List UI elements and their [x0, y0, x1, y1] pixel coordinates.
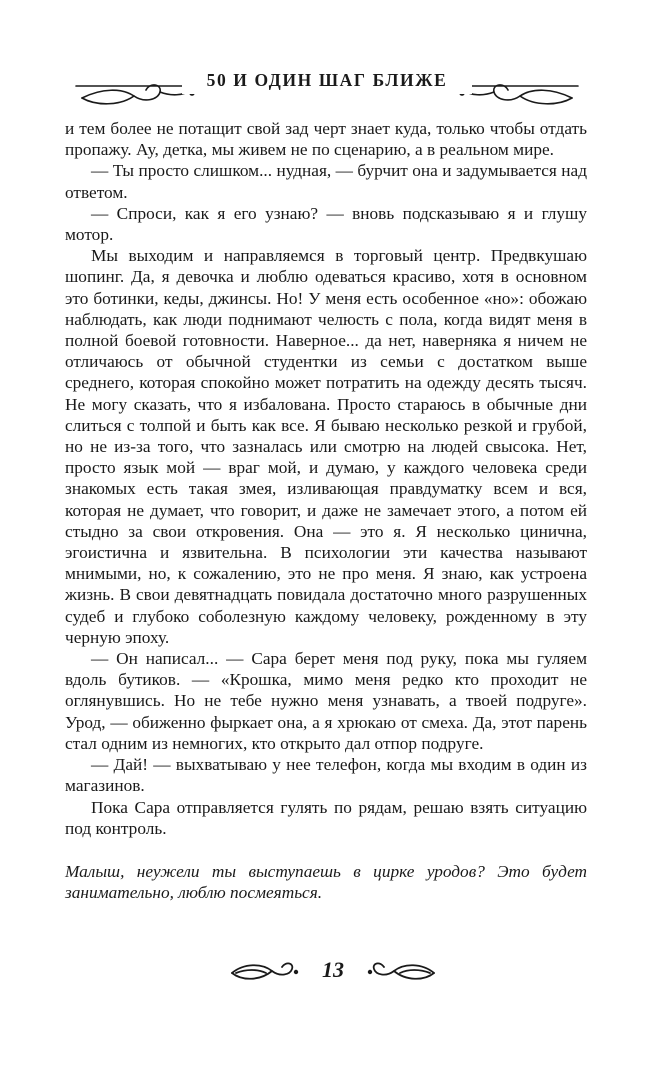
paragraph: — Дай! — выхватываю у нее телефон, когда мы входим в один из магазинов. [65, 755, 587, 796]
paragraph: и тем более не потащит свой зад черт знает куда, только чтобы отдать пропажу. Ау, детка, мы живем не по сценарию, а в реальном мире. [65, 119, 587, 160]
running-header [72, 66, 582, 110]
book-title: 50 И ОДИН ШАГ БЛИЖЕ [206, 70, 448, 90]
page-number: 13 [322, 957, 344, 982]
paragraph: — Он написал... — Сара берет меня под руку, пока мы гуляем вдоль бутиков. — «Крошка, мимо меня редко кто проходит не оглянувшись. Но не тебе нужно меня узнавать, а твоей подруге». Урод, — обиженно фыркает она, а я хрюкаю от смеха. Да, этот парень стал одним из немногих, кто открыто дал отпор подруге. [65, 649, 587, 753]
paragraph: Пока Сара отправляется гулять по рядам, решаю взять ситуацию под контроль. [65, 797, 587, 838]
paragraph: — Спроси, как я его узнаю? — вновь подсказываю я и глушу мотор. [65, 203, 587, 245]
page-footer [228, 955, 438, 991]
italic-message: Малыш, неужели ты выступаешь в цирке уродов? Это будет занимательно, люблю посмеяться. [65, 861, 587, 903]
page-body [65, 118, 587, 903]
footer-ornament-right [366, 955, 438, 987]
paragraph: — Ты просто слишком... нудная, — бурчит она и задумывается над ответом. [65, 161, 587, 202]
paragraph: Мы выходим и направляемся в торговый центр. Предвкушаю шопинг. Да, я девочка и люблю одеваться красиво, хотя в основном это ботинки, кеды, джинсы. Но! У меня есть особенное «но»: обожаю наблюдать, как люди поднимают челюсть с пола, когда видят меня в полной боевой готовности. Наверное... да нет, наверняка я ничем не отличаюсь от обычной студентки из семьи с достатком выше среднего, которая спокойно может потратить на одежду десять тысяч. Не могу сказать, что я избалована. Просто стараюсь в обычные дни слиться с толпой и быть как все. Я бываю несколько резкой и грубой, но не из-за того, что зазналась или смотрю на людей свысока. Нет, просто язык мой — враг мой, и думаю, у каждого человека среди знакомых есть такая змея, изливающая правдуматку всем и вся, которая не думает, что говорит, и даже не замечает этого, а потом ей стыдно за свои откровения. Она — это я. Я несколько цинична, эгоистична и язвительна. В психологии эти качества называют мнимыми, но, к сожалению, это не про меня. Я знаю, как устроена жизнь. В свои девятнадцать повидала достаточно много разрушенных судеб и глубоко соболезную каждому человеку, рожденному в эту черную эпоху. [65, 246, 587, 647]
